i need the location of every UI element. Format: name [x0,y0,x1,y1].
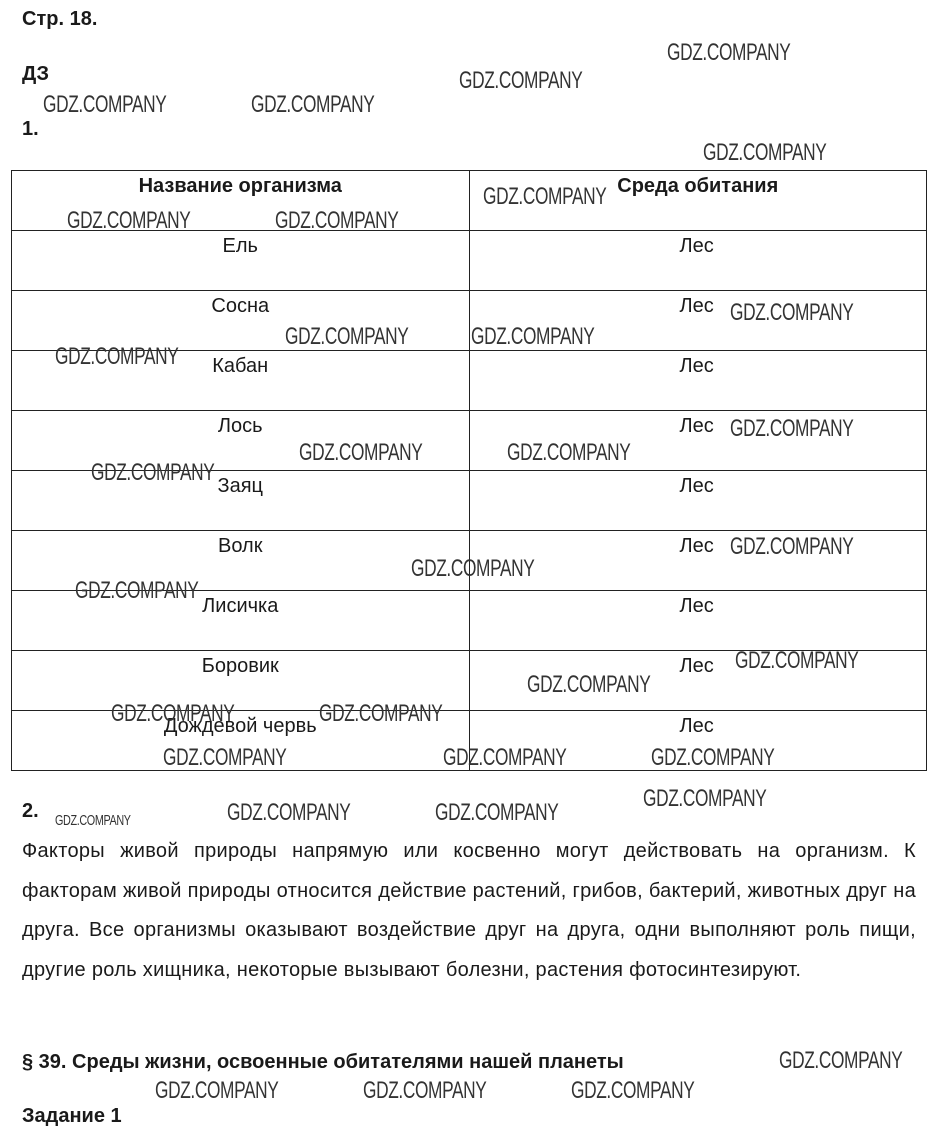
habitat-cell: Лес [469,471,927,531]
watermark: GDZ.COMPANY [443,744,567,771]
organism-cell: Дождевой червь [12,711,470,771]
watermark: GDZ.COMPANY [667,39,791,66]
watermark: GDZ.COMPANY [55,812,131,829]
watermark: GDZ.COMPANY [643,785,767,812]
watermark: GDZ.COMPANY [730,533,854,560]
habitat-cell: Лес [469,231,927,291]
habitat-cell: Лес [469,291,927,351]
organism-cell: Кабан [12,351,470,411]
header-habitat: Среда обитания [469,171,927,231]
task1-number: 1. [22,118,39,140]
watermark: GDZ.COMPANY [703,139,827,166]
habitat-cell: Лес [469,531,927,591]
organism-cell: Ель [12,231,470,291]
habitat-cell: Лес [469,411,927,471]
watermark: GDZ.COMPANY [435,799,559,826]
watermark: GDZ.COMPANY [527,671,651,698]
task2-answer: Факторы живой природы напрямую или косвенно могут действовать на организм. К факторам живой природы относится действие растений, грибов, бактерий, животных друг на друга. Все организмы оказывают воздействие друг на друга, одни выполняют роль пищи, другие роль хищника, некоторые вызывают болезни, растения фотосинтезируют. [22,840,916,981]
watermark: GDZ.COMPANY [411,555,535,582]
section-dz: ДЗ [22,63,50,85]
habitat-cell: Лес [469,711,927,771]
organism-cell: Волк [12,531,470,591]
watermark: GDZ.COMPANY [651,744,775,771]
watermark: GDZ.COMPANY [735,647,859,674]
watermark: GDZ.COMPANY [483,183,607,210]
watermark: GDZ.COMPANY [155,1077,279,1104]
watermark: GDZ.COMPANY [75,577,199,604]
organism-cell: Сосна [12,291,470,351]
organism-cell: Лось [12,411,470,471]
watermark: GDZ.COMPANY [163,744,287,771]
organism-cell: Заяц [12,471,470,531]
watermark: GDZ.COMPANY [227,799,351,826]
watermark: GDZ.COMPANY [363,1077,487,1104]
task-heading: Задание 1 [22,1105,122,1127]
watermark: GDZ.COMPANY [730,415,854,442]
habitat-cell: Лес [469,351,927,411]
watermark: GDZ.COMPANY [43,91,167,118]
watermark: GDZ.COMPANY [299,439,423,466]
organism-cell: Боровик [12,651,470,711]
watermark: GDZ.COMPANY [779,1047,903,1074]
header-organism: Название организма [12,171,470,231]
watermark: GDZ.COMPANY [730,299,854,326]
watermark: GDZ.COMPANY [507,439,631,466]
watermark: GDZ.COMPANY [91,459,215,486]
watermark: GDZ.COMPANY [571,1077,695,1104]
watermark: GDZ.COMPANY [459,67,583,94]
table-row [12,231,927,291]
watermark: GDZ.COMPANY [251,91,375,118]
watermark: GDZ.COMPANY [285,323,409,350]
task2-number: 2. [22,800,39,822]
watermark: GDZ.COMPANY [319,700,443,727]
watermark: GDZ.COMPANY [67,207,191,234]
section-heading: § 39. Среды жизни, освоенные обитателями нашей планеты [22,1051,624,1073]
watermark: GDZ.COMPANY [55,343,179,370]
page-label: Стр. 18. [22,8,98,30]
habitat-cell: Лес [469,651,927,711]
organism-cell: Лисичка [12,591,470,651]
watermark: GDZ.COMPANY [111,700,235,727]
habitat-cell: Лес [469,591,927,651]
watermark: GDZ.COMPANY [471,323,595,350]
watermark: GDZ.COMPANY [275,207,399,234]
